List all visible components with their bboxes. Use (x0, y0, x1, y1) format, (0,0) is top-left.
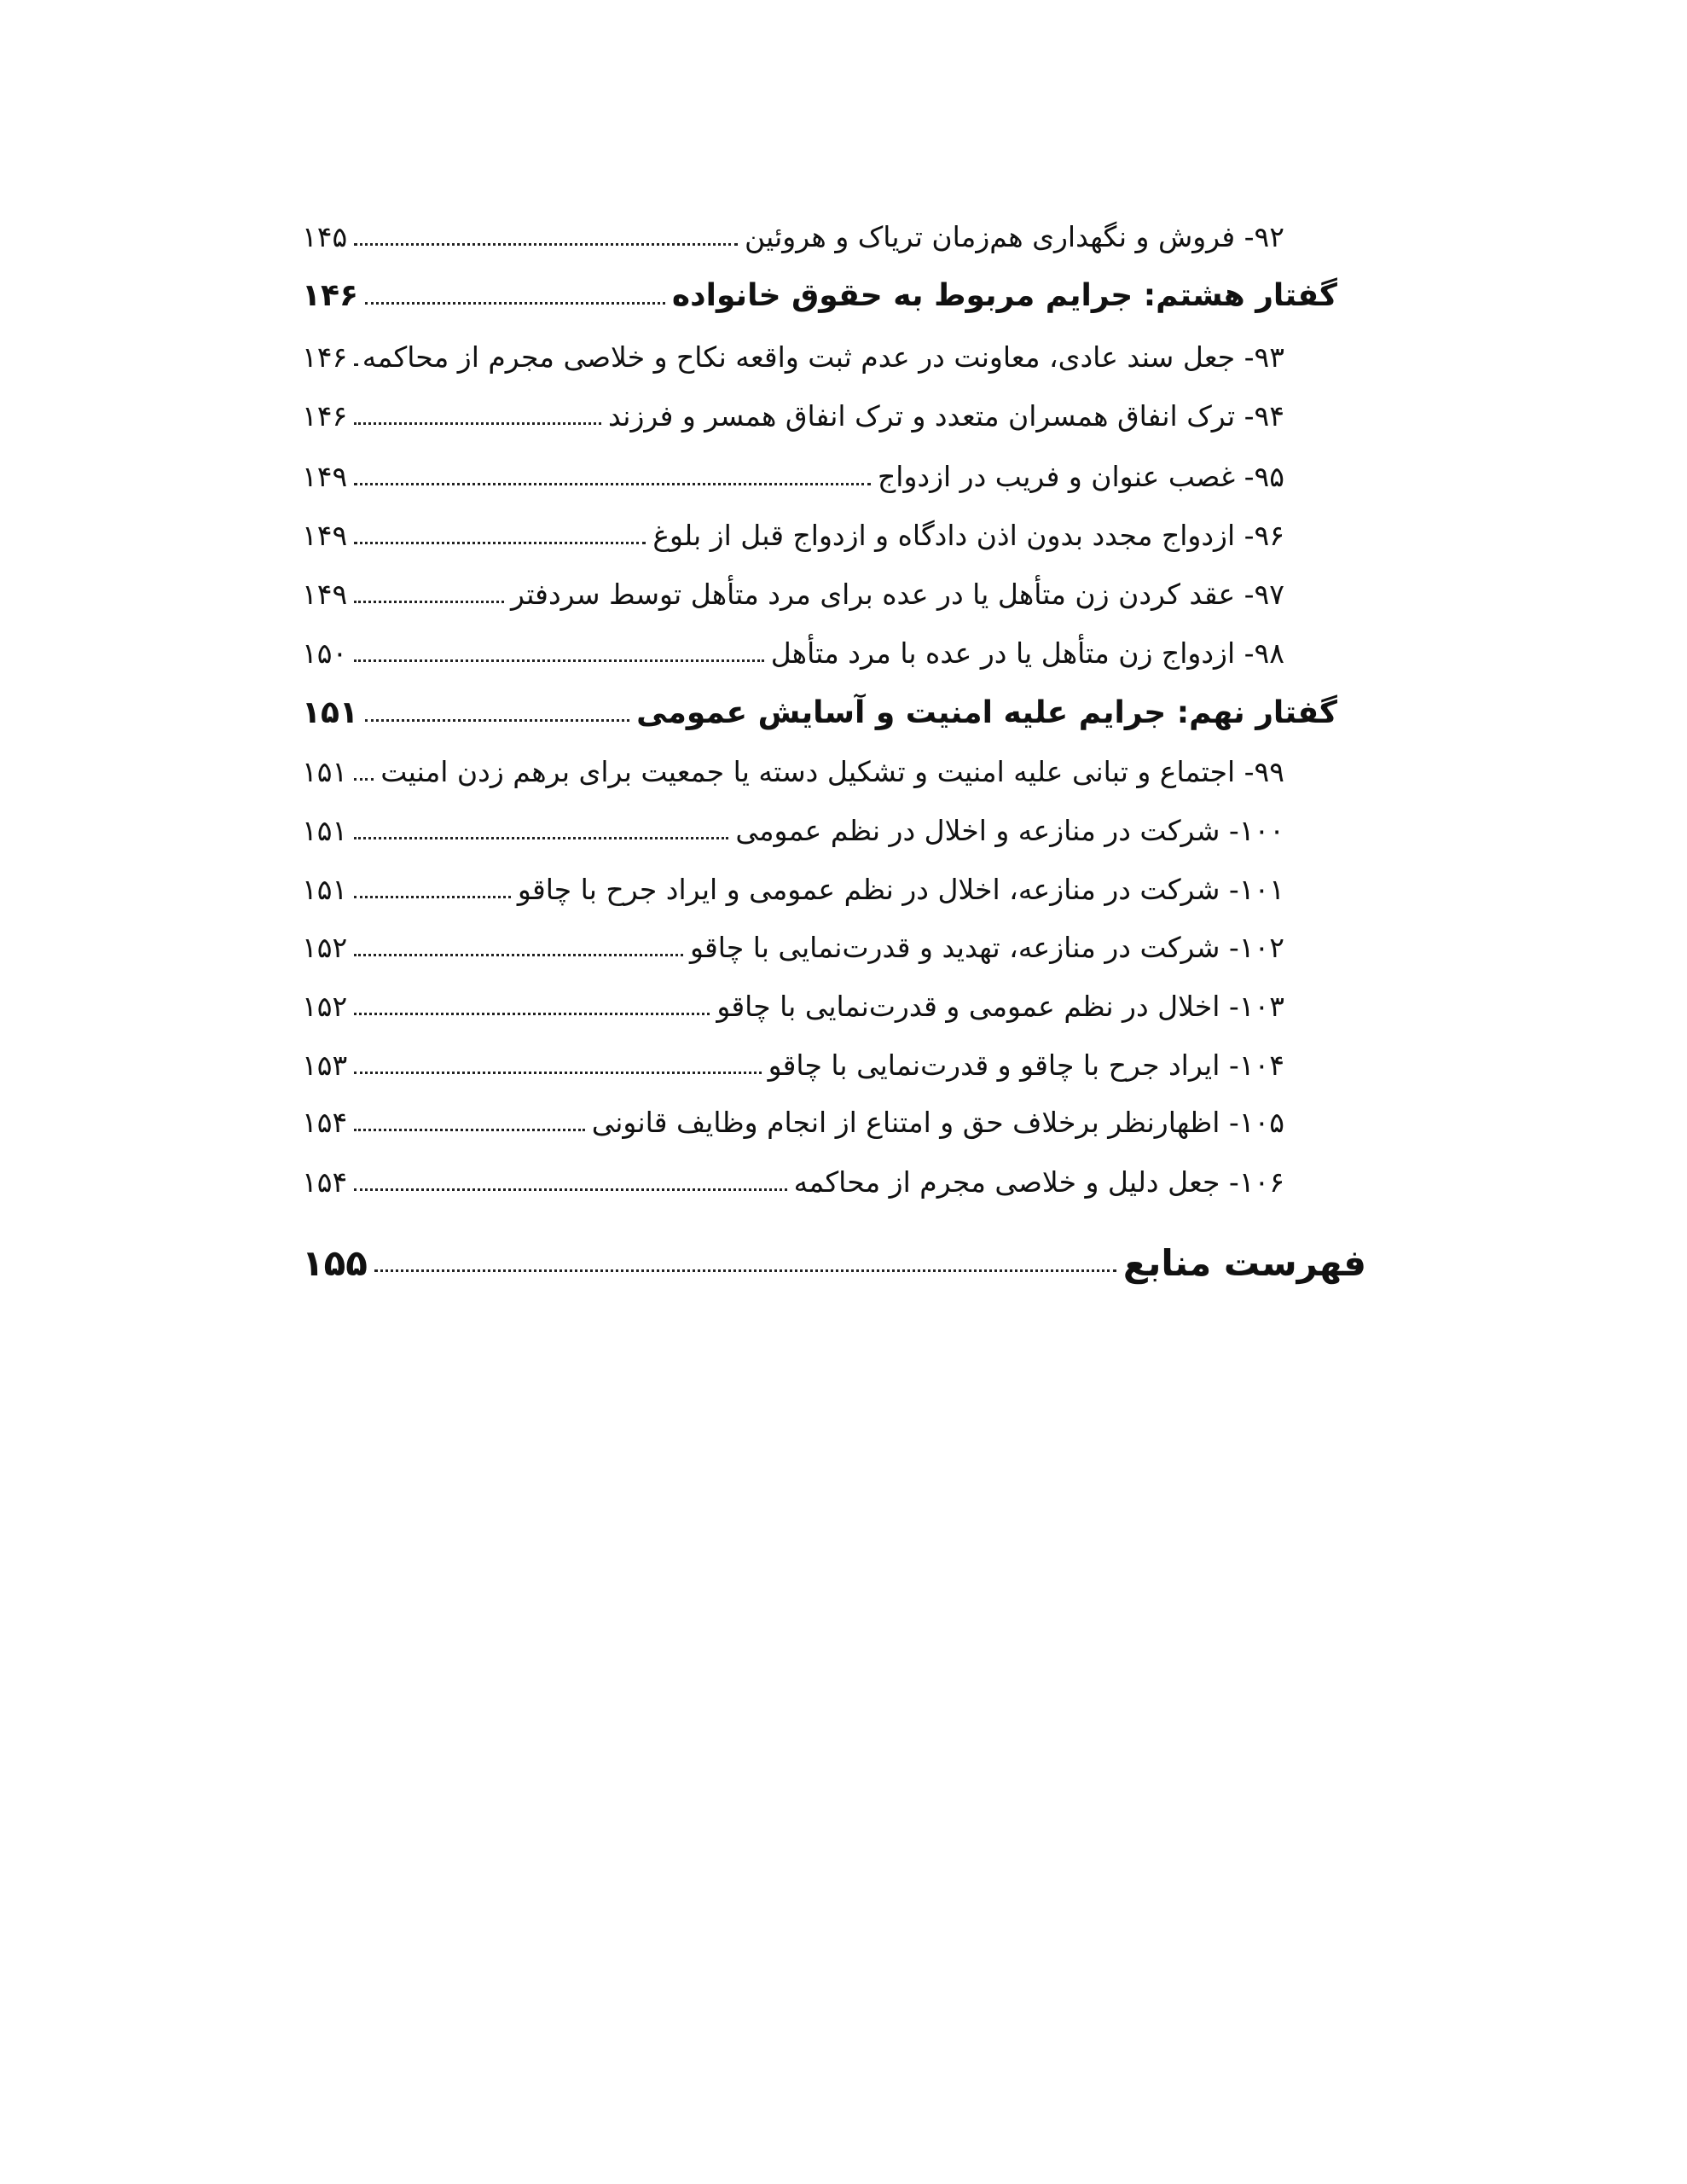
dot-leader (354, 659, 764, 662)
entry-title: ۹۲- فروش و نگهداری هم‌زمان تریاک و هروئین (745, 219, 1284, 253)
section-title: فهرست منابع (1122, 1241, 1366, 1284)
entry-title: ۱۰۲- شرکت در منازعه، تهدید و قدرت‌نمایی با چاقو (689, 930, 1284, 964)
page-number: ۱۴۹ (302, 459, 348, 493)
toc-entry (302, 509, 1284, 561)
entry-title: ۱۰۳- اخلال در نظم عمومی و قدرت‌نمایی با چاقو (716, 989, 1284, 1023)
page-number: ۱۴۵ (302, 219, 348, 253)
toc-entry (302, 450, 1284, 502)
entry-title: ۱۰۱- شرکت در منازعه، اخلال در نظم عمومی و ایراد جرح با چاقو (517, 872, 1284, 906)
entry-title: ۱۰۰- شرکت در منازعه و اخلال در نظم عمومی (735, 813, 1284, 847)
toc-entry (302, 568, 1284, 619)
toc-section-heading (302, 687, 1337, 738)
entry-title: ۹۹- اجتماع و تبانی علیه امنیت و تشکیل دسته یا جمعیت برای برهم زدن امنیت (380, 754, 1284, 788)
toc-entry (302, 390, 1284, 441)
dot-leader (354, 954, 683, 956)
section-title: گفتار هشتم: جرایم مربوط به حقوق خانواده (671, 277, 1337, 313)
toc-entry (302, 804, 1284, 856)
page-number: ۱۵۱ (302, 694, 358, 730)
toc-entry (302, 921, 1284, 973)
page-number: ۱۵۳ (302, 1048, 348, 1082)
dot-leader (354, 601, 504, 603)
page-number: ۱۵۱ (302, 754, 348, 788)
page-number: ۱۴۶ (302, 340, 348, 374)
dot-leader (354, 483, 871, 485)
toc-entry (302, 863, 1284, 915)
toc-entry (302, 627, 1284, 678)
entry-title: ۱۰۵- اظهارنظر برخلاف حق و امتناع از انجام وظایف قانونی (591, 1105, 1284, 1139)
toc-section-heading (302, 270, 1337, 321)
dot-leader (354, 1188, 786, 1191)
page-number: ۱۵۲ (302, 989, 348, 1023)
page-number: ۱۵۲ (302, 930, 348, 964)
dot-leader (354, 837, 728, 839)
dot-leader (354, 1129, 585, 1131)
dot-leader (354, 542, 646, 544)
toc-entry (302, 1096, 1284, 1147)
dot-leader (354, 1072, 761, 1074)
toc-entry (302, 980, 1284, 1031)
entry-title: ۹۳- جعل سند عادی، معاونت در عدم ثبت واقعه نکاح و خلاصی مجرم از محاکمه (362, 340, 1284, 374)
page-number: ۱۵۰ (302, 636, 348, 670)
toc-entry (302, 331, 1284, 382)
page-number: ۱۴۹ (302, 577, 348, 611)
dot-leader (354, 778, 374, 781)
section-title: گفتار نهم: جرایم علیه امنیت و آسایش عمومی (636, 694, 1337, 730)
dot-leader (374, 1269, 1116, 1272)
dot-leader (354, 422, 601, 425)
dot-leader (354, 896, 511, 898)
toc-entry (302, 746, 1284, 797)
dot-leader (365, 302, 665, 305)
entry-title: ۹۶- ازدواج مجدد بدون اذن دادگاه و ازدواج قبل از بلوغ (652, 518, 1284, 552)
entry-title: ۹۴- ترک انفاق همسران متعدد و ترک انفاق همسر و فرزند (607, 398, 1284, 433)
toc-references-heading (302, 1237, 1366, 1288)
page-number: ۱۵۱ (302, 813, 348, 847)
page-number: ۱۵۴ (302, 1165, 348, 1199)
dot-leader (354, 243, 738, 246)
page-number: ۱۴۶ (302, 398, 348, 433)
table-of-contents (302, 0, 1377, 2184)
entry-title: ۱۰۶- جعل دلیل و خلاصی مجرم از محاکمه (793, 1165, 1284, 1199)
toc-entry (302, 211, 1284, 262)
dot-leader (354, 363, 356, 366)
entry-title: ۹۵- غصب عنوان و فریب در ازدواج (877, 459, 1284, 493)
page-number: ۱۴۹ (302, 518, 348, 552)
page-number: ۱۵۵ (302, 1241, 368, 1284)
entry-title: ۹۷- عقد کردن زن متأهل یا در عده برای مرد متأهل توسط سردفتر (511, 577, 1284, 611)
entry-title: ۱۰۴- ایراد جرح با چاقو و قدرت‌نمایی با چاقو (768, 1048, 1284, 1082)
page-number: ۱۵۱ (302, 872, 348, 906)
page-number: ۱۵۴ (302, 1105, 348, 1139)
entry-title: ۹۸- ازدواج زن متأهل یا در عده با مرد متأهل (770, 636, 1284, 670)
dot-leader (354, 1013, 710, 1015)
dot-leader (365, 719, 629, 722)
toc-entry (302, 1156, 1284, 1207)
toc-entry (302, 1039, 1284, 1090)
page-number: ۱۴۶ (302, 277, 358, 313)
